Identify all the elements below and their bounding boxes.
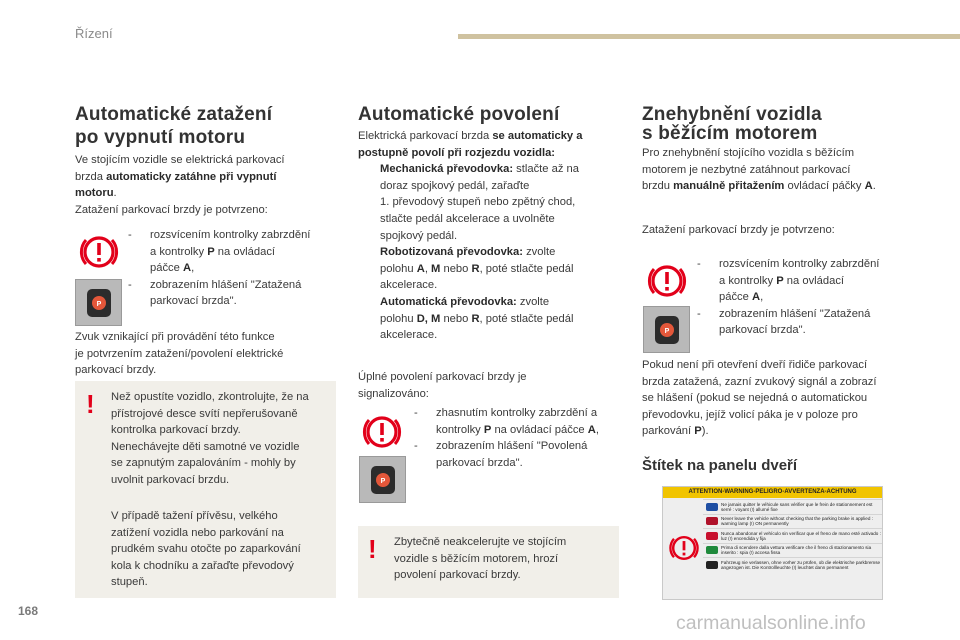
col2-bullets: [414, 405, 624, 471]
flag-icon: [706, 532, 718, 540]
flag-icon: [706, 503, 718, 511]
list-item: Mechanická převodovka: stlačte až na doraz spojkový pedál, zařaďte 1. převodový stupeň nebo zpětný chod, stlačte pedál akcelerace a uvolněte spojkový pedál.: [380, 163, 579, 242]
flag-icon: [706, 517, 718, 525]
col1-note-text-2: V případě tažení přívěsu, velkého zatížení vozidla nebo parkování na prudkém svahu otočte po zaparkování kola k chodníku a zařaďte převodový stupeň.: [111, 510, 301, 589]
warning-exclamation-icon: !: [86, 389, 95, 419]
list-item: Robotizovaná převodovka: zvolte polohu A, M nebo R, poté stlačte pedál akcelerace.: [380, 246, 574, 292]
col3-title-line1: Znehybnění vozidla: [642, 104, 822, 125]
col3-title-line2: s běžícím motorem: [642, 123, 818, 144]
col1-note-box: [75, 381, 336, 598]
col3-bullets: [697, 256, 912, 339]
plate-row-de: Fahrzeug nie verlassen, ohne vorher zu prüfen, ob die elektrische parkbremse angezogen ist. Die Kontrollleuchte (!) leuchtet dann permanent: [703, 557, 882, 572]
col1-note-text-1: Než opustíte vozidlo, zkontrolujte, že na přístrojové desce svítí nepřerušovaně kontrolka parkovací brzdy. Nenechávejte děti samotné ve vozidle se zapnutým zapalováním - mohly by uvolnit parkovací brzdu.: [111, 391, 309, 486]
plate-row-gb: Never leave the vehicle without checking that the parking brake is applied : warning lamp (!) ON permanently: [703, 514, 882, 529]
door-label-plate: [662, 486, 883, 600]
col1-sound-text: Zvuk vznikající při provádění této funkce je potvrzením zatažení/povolení elektrické parkovací brzdy.: [75, 331, 284, 377]
brake-warning-icon: [360, 410, 404, 454]
list-item: - zobrazením hlášení "Zatažená parkovací brzda".: [697, 307, 871, 337]
header-rule: [458, 34, 960, 39]
parking-brake-switch-icon: [75, 279, 122, 326]
col2-intro: Elektrická parkovací brzda se automaticky a postupně povolí při rozjezdu vozidla: Mechanická převodovka: stlačte až na doraz spojkový pedál, zařaďte 1. převodový stupeň nebo zpětný chod, stlačte pedál akcelerace a uvolněte spojkový pedál. Robotizovaná převodovka: zvolte polohu A, M nebo R, poté stlačte pedál akcelerace. Automatická převodovka: zvolte polohu D, M nebo R, poté stlačte pedál akcelerace.: [358, 128, 620, 344]
plate-row-fr: Ne jamais quitter le véhicule sans vérifier que le frein de stationnement est serré : voyant (!) allumé fixe: [703, 499, 882, 514]
parking-brake-switch-icon: [643, 306, 690, 353]
parking-brake-switch-icon: [359, 456, 406, 503]
list-item: - zobrazením hlášení "Zatažená parkovací brzda".: [128, 278, 302, 308]
flag-icon: [706, 561, 718, 569]
col3-door-text: Pokud není při otevření dveří řidiče parkovací brzda zatažená, zazní zvukový signál a zobrazí se hlášení (pokud se nejedná o automatickou převodovku, jejíž volicí páka je v poloze pro parkování P).: [642, 359, 877, 438]
list-item: - rozsvícením kontrolky zabrzdění a kontrolky P na ovládací páčce A,: [128, 229, 311, 275]
col3-label-title: Štítek na panelu dveří: [642, 457, 798, 474]
col2-note-box: [358, 526, 619, 598]
col2-title: Automatické povolení: [358, 104, 560, 125]
col2-note-text: Zbytečně neakcelerujte ve stojícím vozidle s běžícím motorem, hrozí povolení parkovací brzdy.: [394, 536, 567, 582]
list-item: - rozsvícením kontrolky zabrzdění a kontrolky P na ovládací páčce A,: [697, 258, 880, 304]
warning-exclamation-icon: !: [368, 534, 377, 564]
col1-bullets: [128, 227, 338, 310]
flag-icon: [706, 546, 718, 554]
plate-rows: [703, 499, 882, 572]
brake-warning-icon: [77, 230, 121, 274]
watermark: carmanualsonline.info: [676, 612, 866, 634]
plate-row-es: Nunca abandonar el vehículo sin verificar que el freno de mano esté activado : luz (!) encendida y fija: [703, 528, 882, 543]
col3-confirm: Zatažení parkovací brzdy je potvrzeno:: [642, 224, 835, 236]
col3-intro: Pro znehybnění stojícího vozidla s běžícím motorem je nezbytné zatáhnout parkovací brzdu manuálně přitažením ovládací páčky A.: [642, 147, 876, 193]
col1-intro: Ve stojícím vozidle se elektrická parkovací brzda automaticky zatáhne při vypnutí motoru. Zatažení parkovací brzdy je potvrzeno:: [75, 154, 285, 216]
brake-warning-icon: [645, 259, 689, 303]
svg-text:P: P: [96, 300, 101, 308]
list-item: Automatická převodovka: zvolte polohu D, M nebo R, poté stlačte pedál akcelerace.: [380, 295, 574, 342]
col1-title-line1: Automatické zatažení: [75, 104, 273, 125]
col1-title-line2: po vypnutí motoru: [75, 127, 246, 148]
col2-full-release: Úplné povolení parkovací brzdy je signalizováno:: [358, 371, 527, 400]
svg-text:P: P: [380, 477, 385, 485]
list-item: - zobrazením hlášení "Povolená parkovací brzda".: [414, 440, 588, 469]
svg-text:P: P: [664, 327, 669, 335]
plate-header: ATTENTION-WARNING-PELIGRO-AVVERTENZA-ACHTUNG: [663, 487, 882, 498]
section-title: Řízení: [75, 26, 113, 41]
list-item: - zhasnutím kontrolky zabrzdění a kontrolky P na ovládací páčce A,: [414, 407, 599, 436]
plate-warning-icon: [667, 500, 701, 596]
plate-row-it: Prima di scendere dalla vettura verificare che il freno di stazionamento sia inserito : spia (!) accesa fissa: [703, 543, 882, 558]
page-number: 168: [18, 604, 39, 618]
